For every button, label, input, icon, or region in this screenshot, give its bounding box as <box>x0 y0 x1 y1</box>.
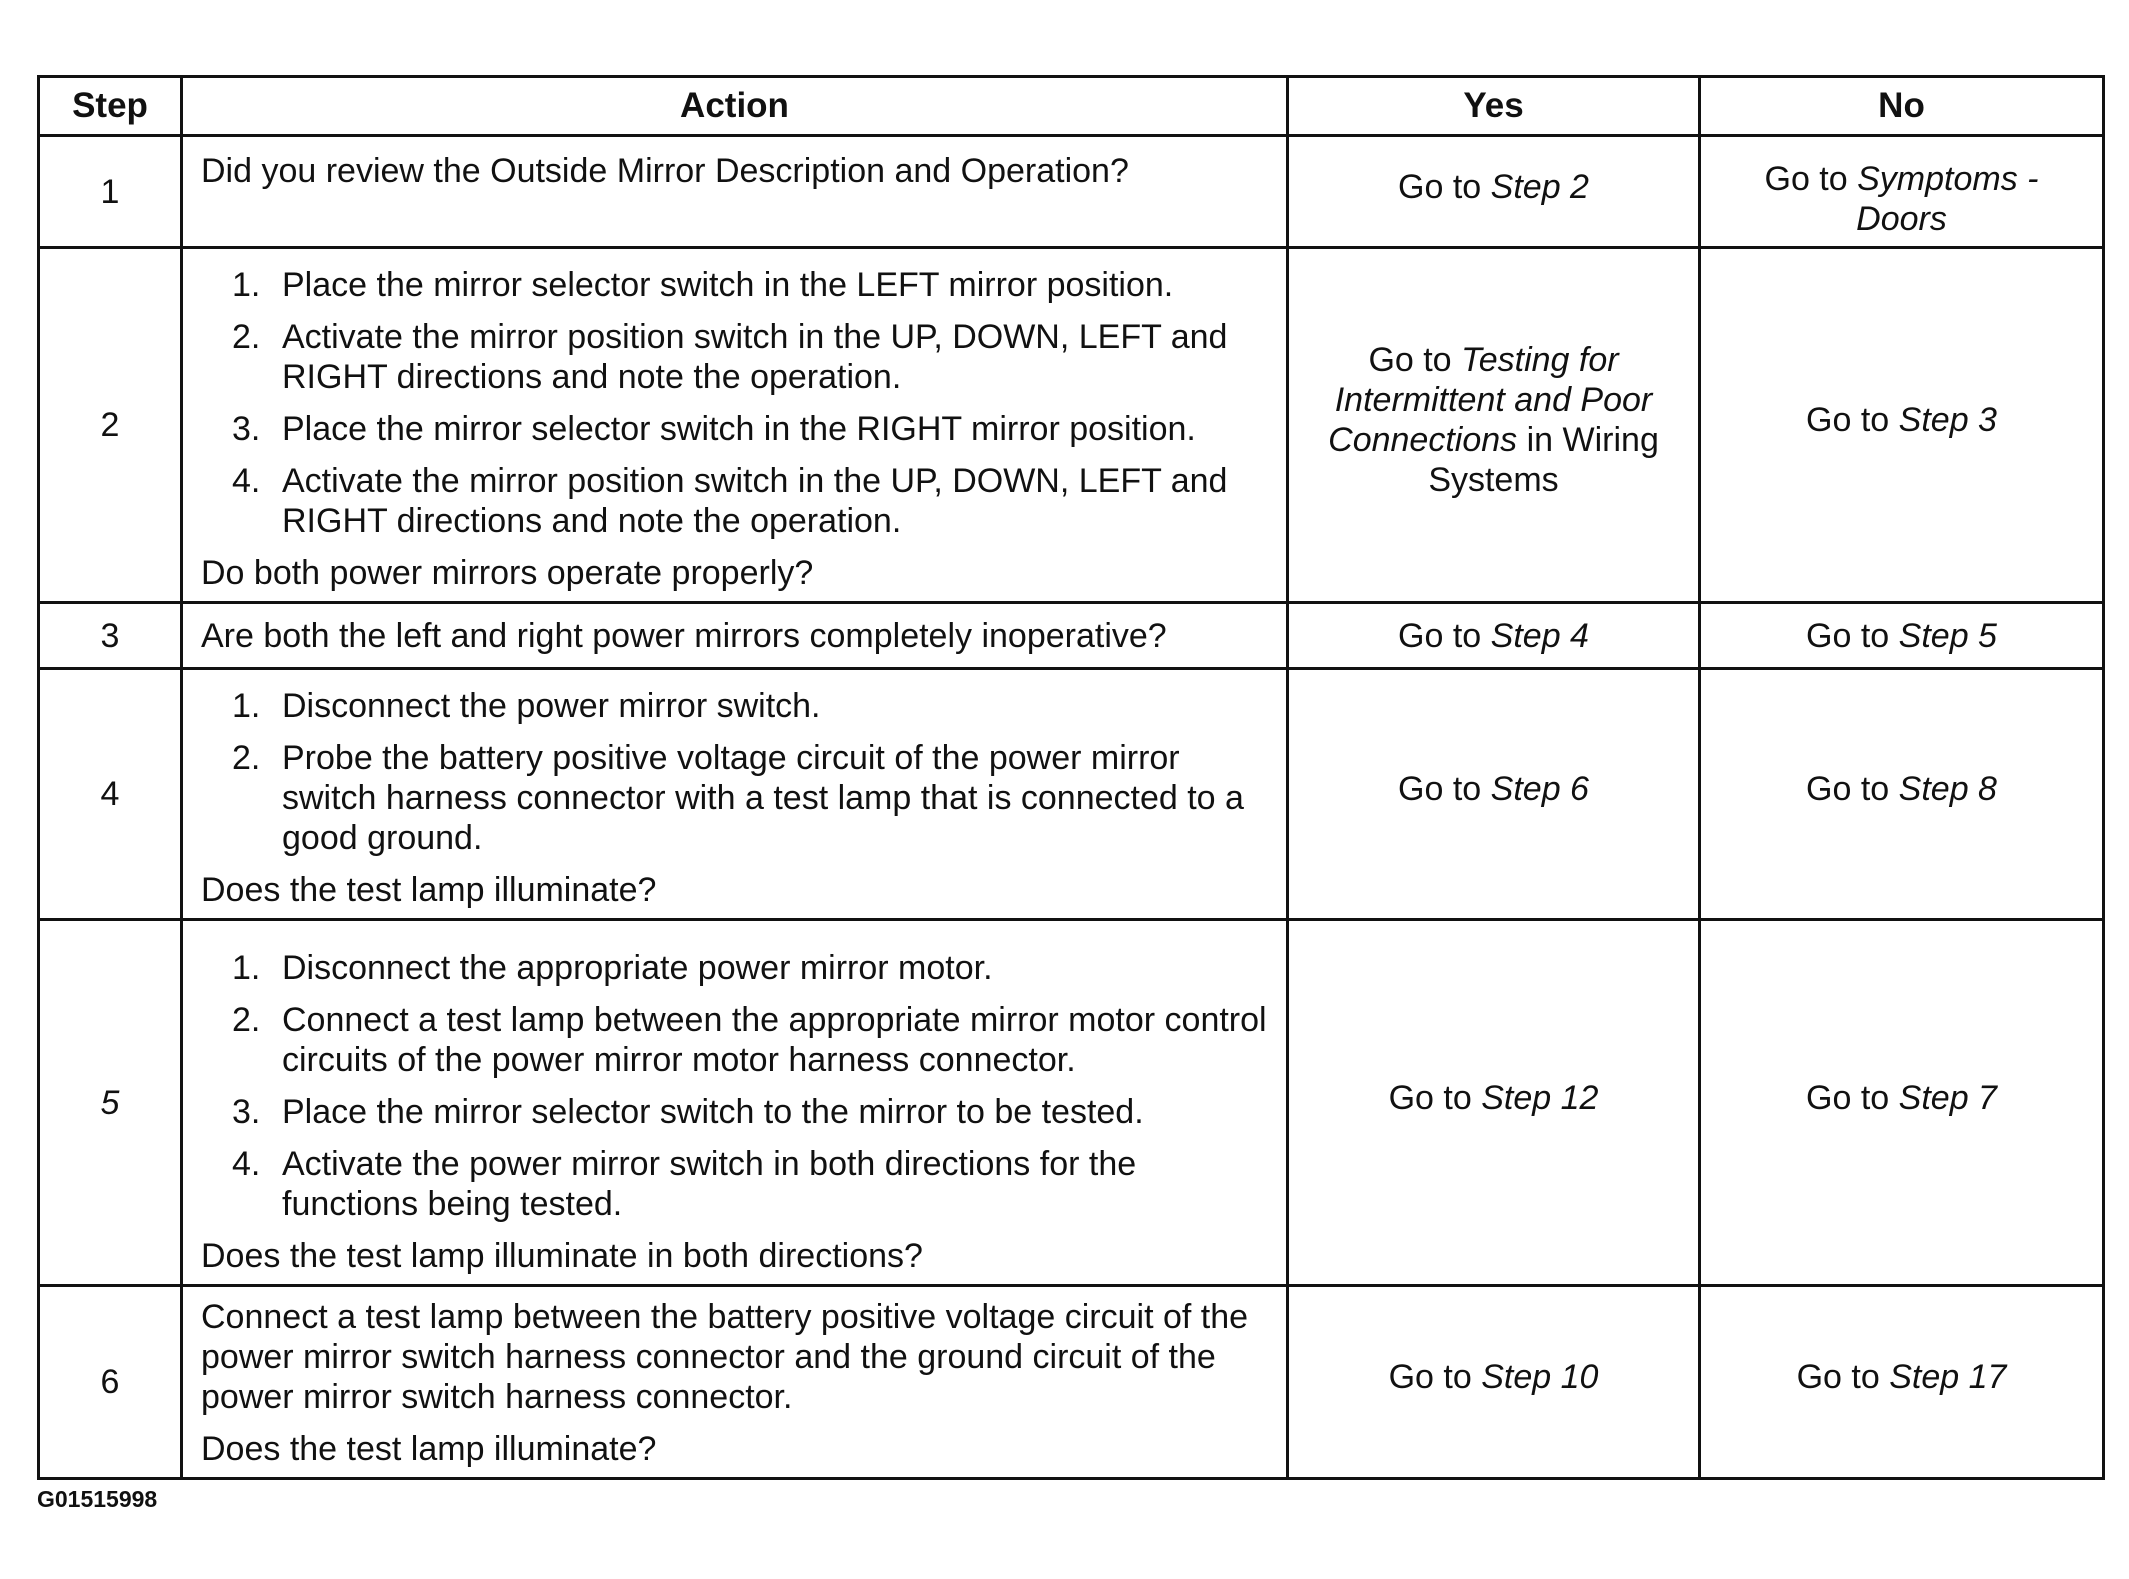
yes-cell <box>1288 669 1700 920</box>
yes-prefix: Go to <box>1368 341 1452 379</box>
no-ref-link[interactable]: Step 8 <box>1898 770 1997 808</box>
no-cell <box>1700 1286 2104 1479</box>
yes-ref-link[interactable]: Testing for Intermittent and Poor Connections <box>1328 341 1653 459</box>
action-cell <box>182 136 1288 248</box>
no-ref-link[interactable]: Step 7 <box>1898 1078 1997 1117</box>
action-cell <box>182 1286 1288 1479</box>
action-steps-list <box>201 686 1276 858</box>
list-item: 1. Disconnect the appropriate power mirror motor. <box>232 948 993 987</box>
yes-ref-link[interactable]: Step 12 <box>1481 1078 1599 1117</box>
yes-prefix: Go to <box>1398 770 1482 808</box>
list-item: 1. Place the mirror selector switch in the LEFT mirror position. <box>232 266 1174 304</box>
list-item: 3. Place the mirror selector switch in the RIGHT mirror position. <box>232 410 1196 448</box>
no-prefix: Go to <box>1806 401 1890 439</box>
figure-id: G01515998 <box>37 1486 158 1512</box>
action-cell <box>182 603 1288 669</box>
header-step: Step <box>39 77 182 136</box>
no-prefix: Go to <box>1806 1078 1890 1117</box>
no-prefix: Go to <box>1796 1358 1880 1396</box>
action-text: Are both the left and right power mirrors completely inoperative? <box>201 616 1167 655</box>
action-question: Does the test lamp illuminate? <box>201 871 657 909</box>
no-cell <box>1700 603 2104 669</box>
action-cell <box>182 669 1288 920</box>
yes-ref-link[interactable]: Step 10 <box>1481 1358 1599 1396</box>
yes-cell <box>1288 920 1700 1286</box>
action-question: Do both power mirrors operate properly? <box>201 554 814 592</box>
step-number: 4 <box>39 669 182 920</box>
action-text: Did you review the Outside Mirror Description and Operation? <box>201 152 1129 190</box>
step-number: 3 <box>39 603 182 669</box>
yes-cell <box>1288 136 1700 248</box>
yes-prefix: Go to <box>1388 1358 1472 1396</box>
table-row <box>39 136 2104 248</box>
step-number: 6 <box>39 1286 182 1479</box>
yes-suffix: in Wiring Systems <box>1428 421 1659 499</box>
action-question: Does the test lamp illuminate? <box>201 1430 657 1468</box>
list-item: 1. Disconnect the power mirror switch. <box>232 687 821 725</box>
list-item: 2. Connect a test lamp between the appropriate mirror motor control circuits of the power mirror motor harness connector. <box>232 1000 1267 1079</box>
diagnostic-table <box>37 75 2105 1480</box>
header-row <box>39 77 2104 136</box>
header-no: No <box>1700 77 2104 136</box>
yes-ref-link[interactable]: Step 2 <box>1490 167 1589 206</box>
action-cell <box>182 920 1288 1286</box>
table-row <box>39 669 2104 920</box>
yes-prefix: Go to <box>1398 167 1482 206</box>
table-row <box>39 1286 2104 1479</box>
yes-prefix: Go to <box>1388 1078 1472 1117</box>
no-ref-link[interactable]: Step 17 <box>1889 1358 2007 1396</box>
header-action: Action <box>182 77 1288 136</box>
no-cell <box>1700 136 2104 248</box>
step-number: 2 <box>39 248 182 603</box>
yes-ref-link[interactable]: Step 6 <box>1490 770 1589 808</box>
action-cell <box>182 248 1288 603</box>
no-ref-link[interactable]: Step 3 <box>1898 401 1997 439</box>
no-cell <box>1700 669 2104 920</box>
action-text: Connect a test lamp between the battery positive voltage circuit of the power mirror switch harness connector and the ground circuit of the power mirror switch harness connector. <box>201 1298 1249 1416</box>
header-yes: Yes <box>1288 77 1700 136</box>
no-cell <box>1700 920 2104 1286</box>
list-item: 2. Probe the battery positive voltage circuit of the power mirror switch harness connector with a test lamp that is connected to a good ground. <box>232 739 1244 857</box>
yes-prefix: Go to <box>1398 616 1482 655</box>
table-row <box>39 248 2104 603</box>
no-prefix: Go to <box>1806 770 1890 808</box>
step-number: 5 <box>39 920 182 1286</box>
no-prefix: Go to <box>1764 159 1848 198</box>
list-item: 3. Place the mirror selector switch to the mirror to be tested. <box>232 1092 1144 1131</box>
list-item: 4. Activate the power mirror switch in both directions for the functions being tested. <box>232 1144 1137 1223</box>
yes-cell <box>1288 1286 1700 1479</box>
no-ref-link[interactable]: Step 5 <box>1898 616 1997 655</box>
action-steps-list <box>201 265 1276 541</box>
no-ref-link[interactable]: Symptoms - Doors <box>1856 159 2039 238</box>
no-cell <box>1700 248 2104 603</box>
no-prefix: Go to <box>1806 616 1890 655</box>
action-steps-list <box>201 948 1276 1224</box>
action-question: Does the test lamp illuminate in both directions? <box>201 1236 923 1275</box>
yes-cell <box>1288 248 1700 603</box>
step-number: 1 <box>39 136 182 248</box>
list-item: 4. Activate the mirror position switch in the UP, DOWN, LEFT and RIGHT directions and note the operation. <box>232 462 1228 540</box>
yes-ref-link[interactable]: Step 4 <box>1490 616 1589 655</box>
table-row <box>39 920 2104 1286</box>
table-row <box>39 603 2104 669</box>
yes-cell <box>1288 603 1700 669</box>
list-item: 2. Activate the mirror position switch in the UP, DOWN, LEFT and RIGHT directions and note the operation. <box>232 318 1228 396</box>
